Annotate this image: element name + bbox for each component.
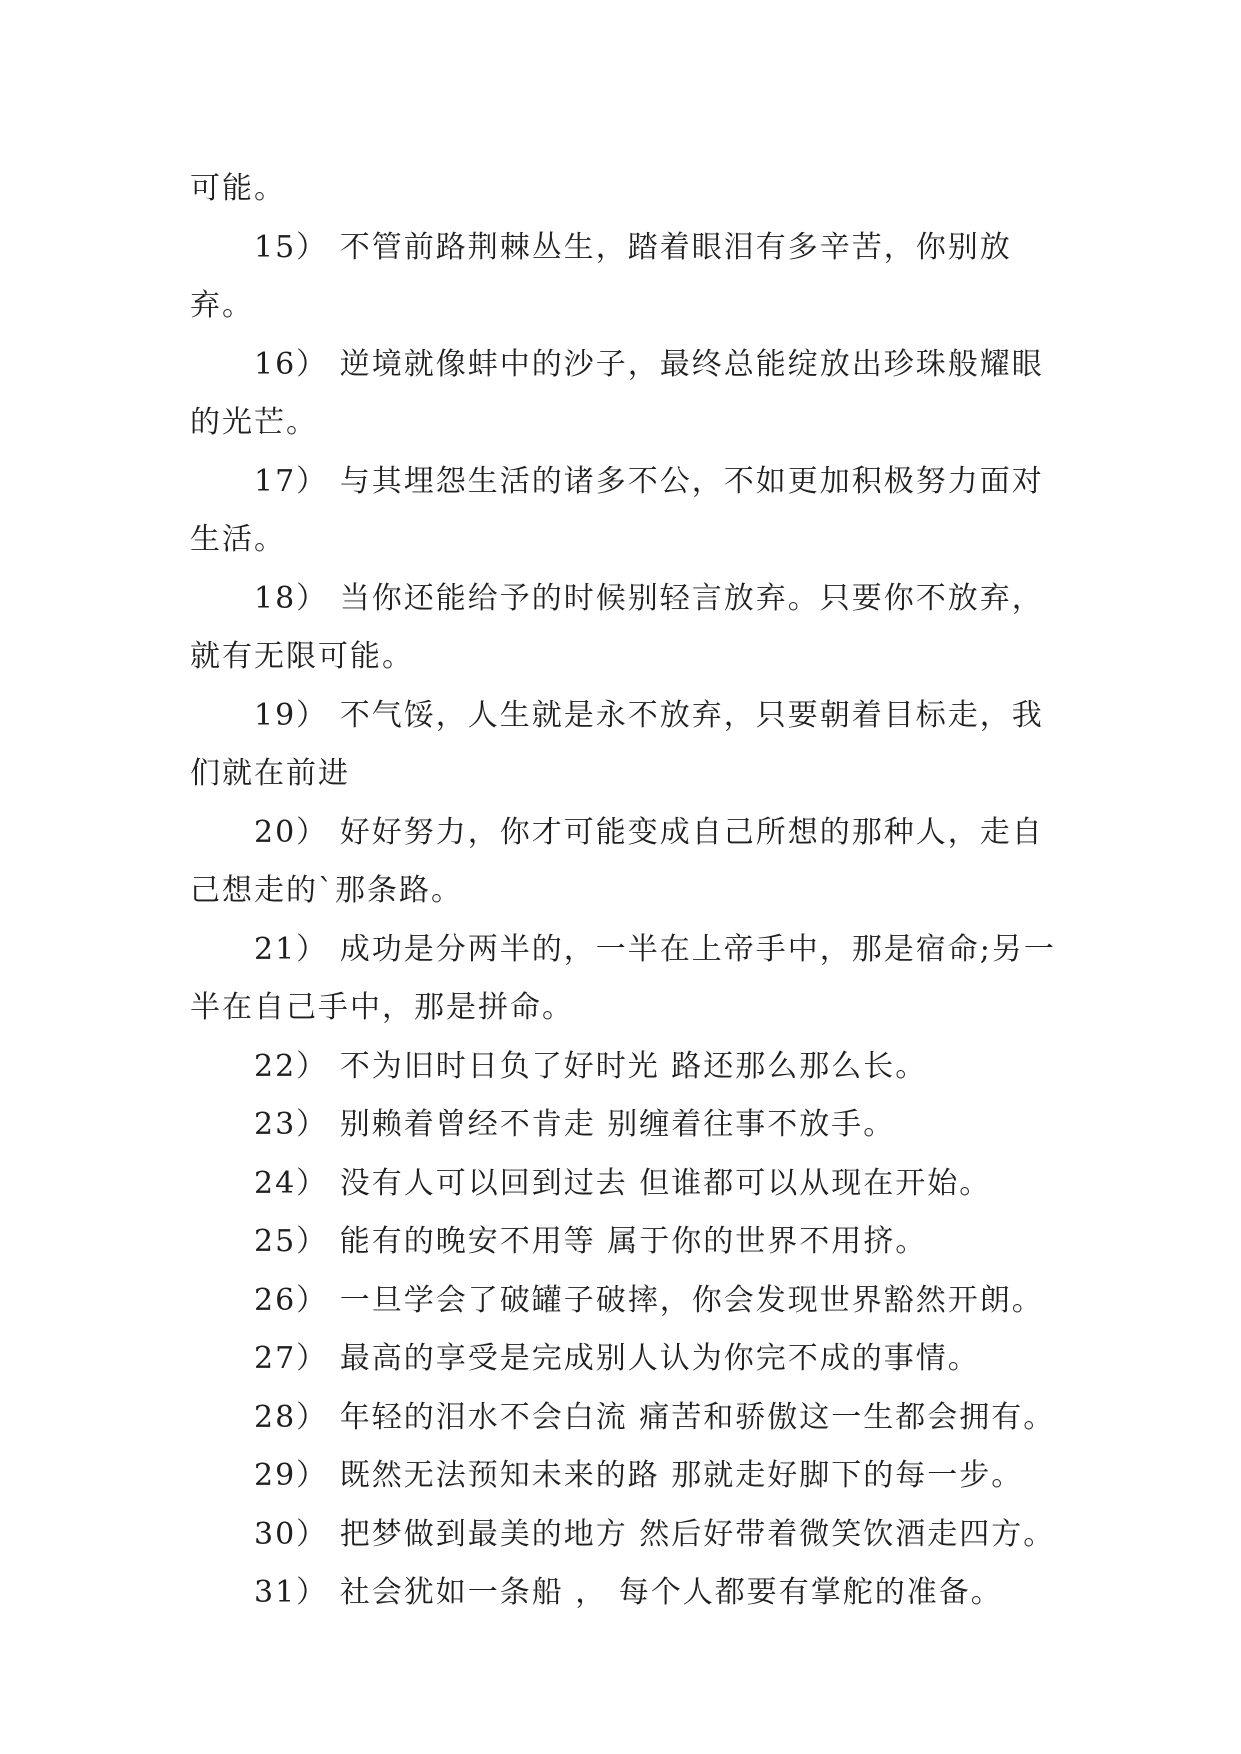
- paragraph: 25） 能有的晚安不用等 属于你的世界不用挤。: [254, 1224, 928, 1259]
- document-body: [190, 160, 1070, 1623]
- paragraph: 24） 没有人可以回到过去 但谁都可以从现在开始。: [254, 1165, 992, 1201]
- paragraph: 26） 一旦学会了破罐子破摔，你会发现世界豁然开朗。: [254, 1282, 1044, 1318]
- paragraph: 17） 与其埋怨生活的诸多不公，不如更加积极努力面对生活。: [190, 463, 1044, 557]
- paragraph: 22） 不为旧时日负了好时光 路还那么那么长。: [254, 1048, 928, 1084]
- paragraph: 28） 年轻的泪水不会白流 痛苦和骄傲这一生都会拥有。: [254, 1399, 1056, 1435]
- paragraph: 30） 把梦做到最美的地方 然后好带着微笑饮酒走四方。: [254, 1516, 1056, 1552]
- paragraph: 19） 不气馁，人生就是永不放弃，只要朝着目标走，我们就在前进: [190, 697, 1044, 791]
- paragraph: 23） 别赖着曾经不肯走 别缠着往事不放手。: [254, 1107, 896, 1142]
- paragraph: 31） 社会犹如一条船 ， 每个人都要有掌舵的准备。: [254, 1575, 1003, 1610]
- paragraph: 21） 成功是分两半的，一半在上帝手中，那是宿命;另一半在自己手中，那是拼命。: [190, 931, 1056, 1025]
- paragraph: 可能。: [190, 171, 286, 206]
- paragraph: 29） 既然无法预知未来的路 那就走好脚下的每一步。: [254, 1458, 1024, 1493]
- paragraph: 27） 最高的享受是完成别人认为你完不成的事情。: [254, 1341, 980, 1376]
- paragraph: 20） 好好努力，你才可能变成自己所想的那种人，走自己想走的`那条路。: [190, 814, 1044, 908]
- paragraph: 15） 不管前路荆棘丛生，踏着眼泪有多辛苦，你别放弃。: [190, 229, 1012, 323]
- paragraph: 18） 当你还能给予的时候别轻言放弃。只要你不放弃，就有无限可能。: [190, 580, 1044, 674]
- paragraph: 16） 逆境就像蚌中的沙子，最终总能绽放出珍珠般耀眼的光芒。: [190, 346, 1044, 440]
